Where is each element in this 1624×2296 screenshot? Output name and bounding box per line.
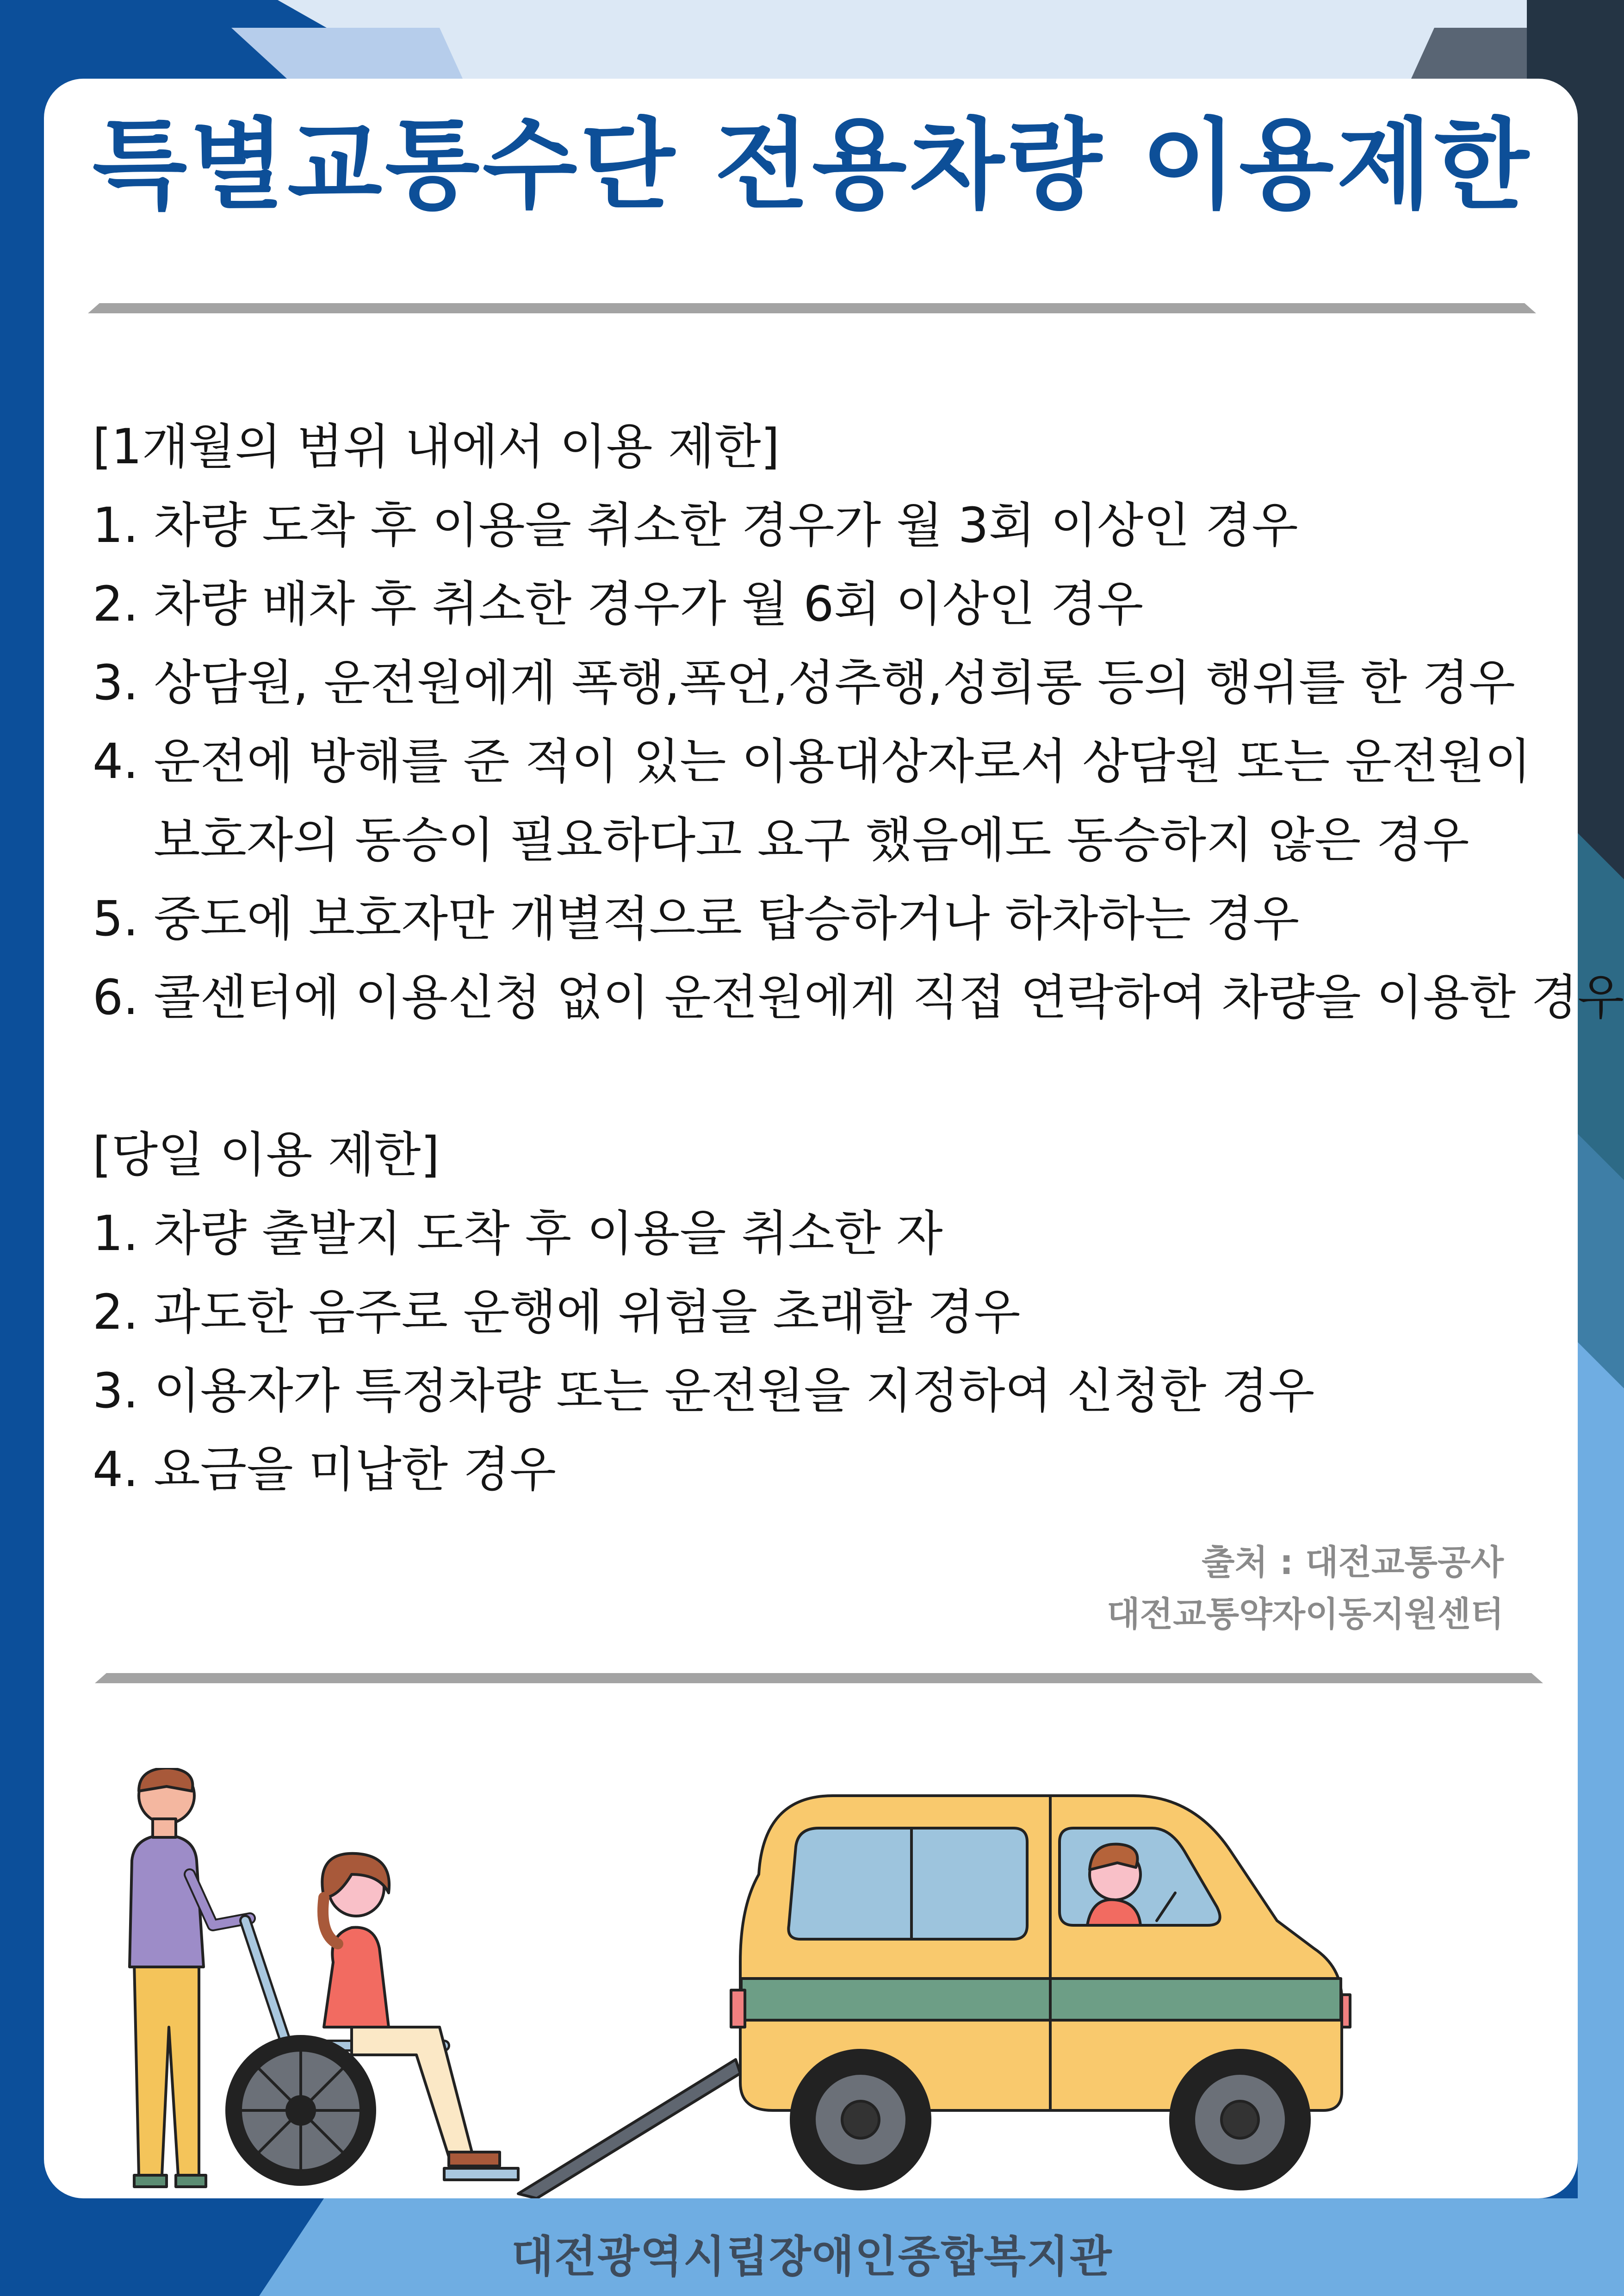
footer-organization: 대전광역시립장애인종합복지관 [511,2232,1113,2282]
wheelchair-wheel-icon [227,2036,375,2184]
page-title: 특별교통수단 전용차량 이용제한 [92,108,1532,222]
list-item-text: 6. 콜센터에 이용신청 없이 운전원에게 직접 연락하여 차량을 이용한 경우 [93,969,1624,1026]
section-heading-monthly: [1개월의 범위 내에서 이용 제한] [93,418,780,475]
van-rear-wheel-icon [791,2050,930,2189]
list-item [93,1351,1550,1430]
list-item [93,565,1550,643]
list-item [93,1194,1550,1273]
list-item [93,1430,1550,1509]
van-front-wheel-icon [1171,2050,1309,2189]
list-item-text: 5. 중도에 보호자만 개별적으로 탑승하거나 하차하는 경우 [93,890,1300,947]
section-heading-same-day: [당일 이용 제한] [93,1126,440,1183]
list-item-text: 1. 차량 출발지 도착 후 이용을 취소한 자 [93,1205,943,1262]
restriction-list [93,407,1624,1509]
list-item-text: 2. 차량 배차 후 취소한 경우가 월 6회 이상인 경우 [93,576,1144,632]
list-item-text: 3. 이용자가 특정차량 또는 운전원을 지정하여 신청한 경우 [93,1363,1315,1419]
source-credit [1107,1537,1504,1640]
list-item [93,958,1624,1037]
list-item-text: 4. 운전에 방해를 준 적이 있는 이용대상자로서 상담원 또는 운전원이 [93,733,1531,790]
list-item-text: 2. 과도한 음주로 운행에 위험을 초래할 경우 [93,1284,1021,1340]
list-item-continuation: 보호자의 동승이 필요하다고 요구 했음에도 동승하지 않은 경우 [154,812,1469,868]
section-gap [93,1037,1550,1115]
list-item [93,879,1550,958]
ramp-icon [518,2060,740,2198]
bottom-divider [95,1673,1543,1687]
list-item [93,486,1550,565]
list-item [93,1273,1550,1351]
wheelchair-van-illustration [93,1768,1504,2198]
source-line-1: 출처 : 대전교통공사 [1202,1543,1504,1582]
list-item-text: 1. 차량 도착 후 이용을 취소한 경우가 월 3회 이상인 경우 [93,497,1298,554]
list-item [93,643,1550,722]
source-line-2: 대전교통약자이동지원센터 [1107,1594,1504,1634]
top-divider [88,303,1536,317]
list-item-text: 4. 요금을 미납한 경우 [93,1441,557,1498]
list-item [93,722,1550,879]
wheelchair-footrest-icon [444,2168,518,2180]
list-item-text: 3. 상담원, 운전원에게 폭행,폭언,성추행,성희롱 등의 행위를 한 경우 [93,654,1515,711]
